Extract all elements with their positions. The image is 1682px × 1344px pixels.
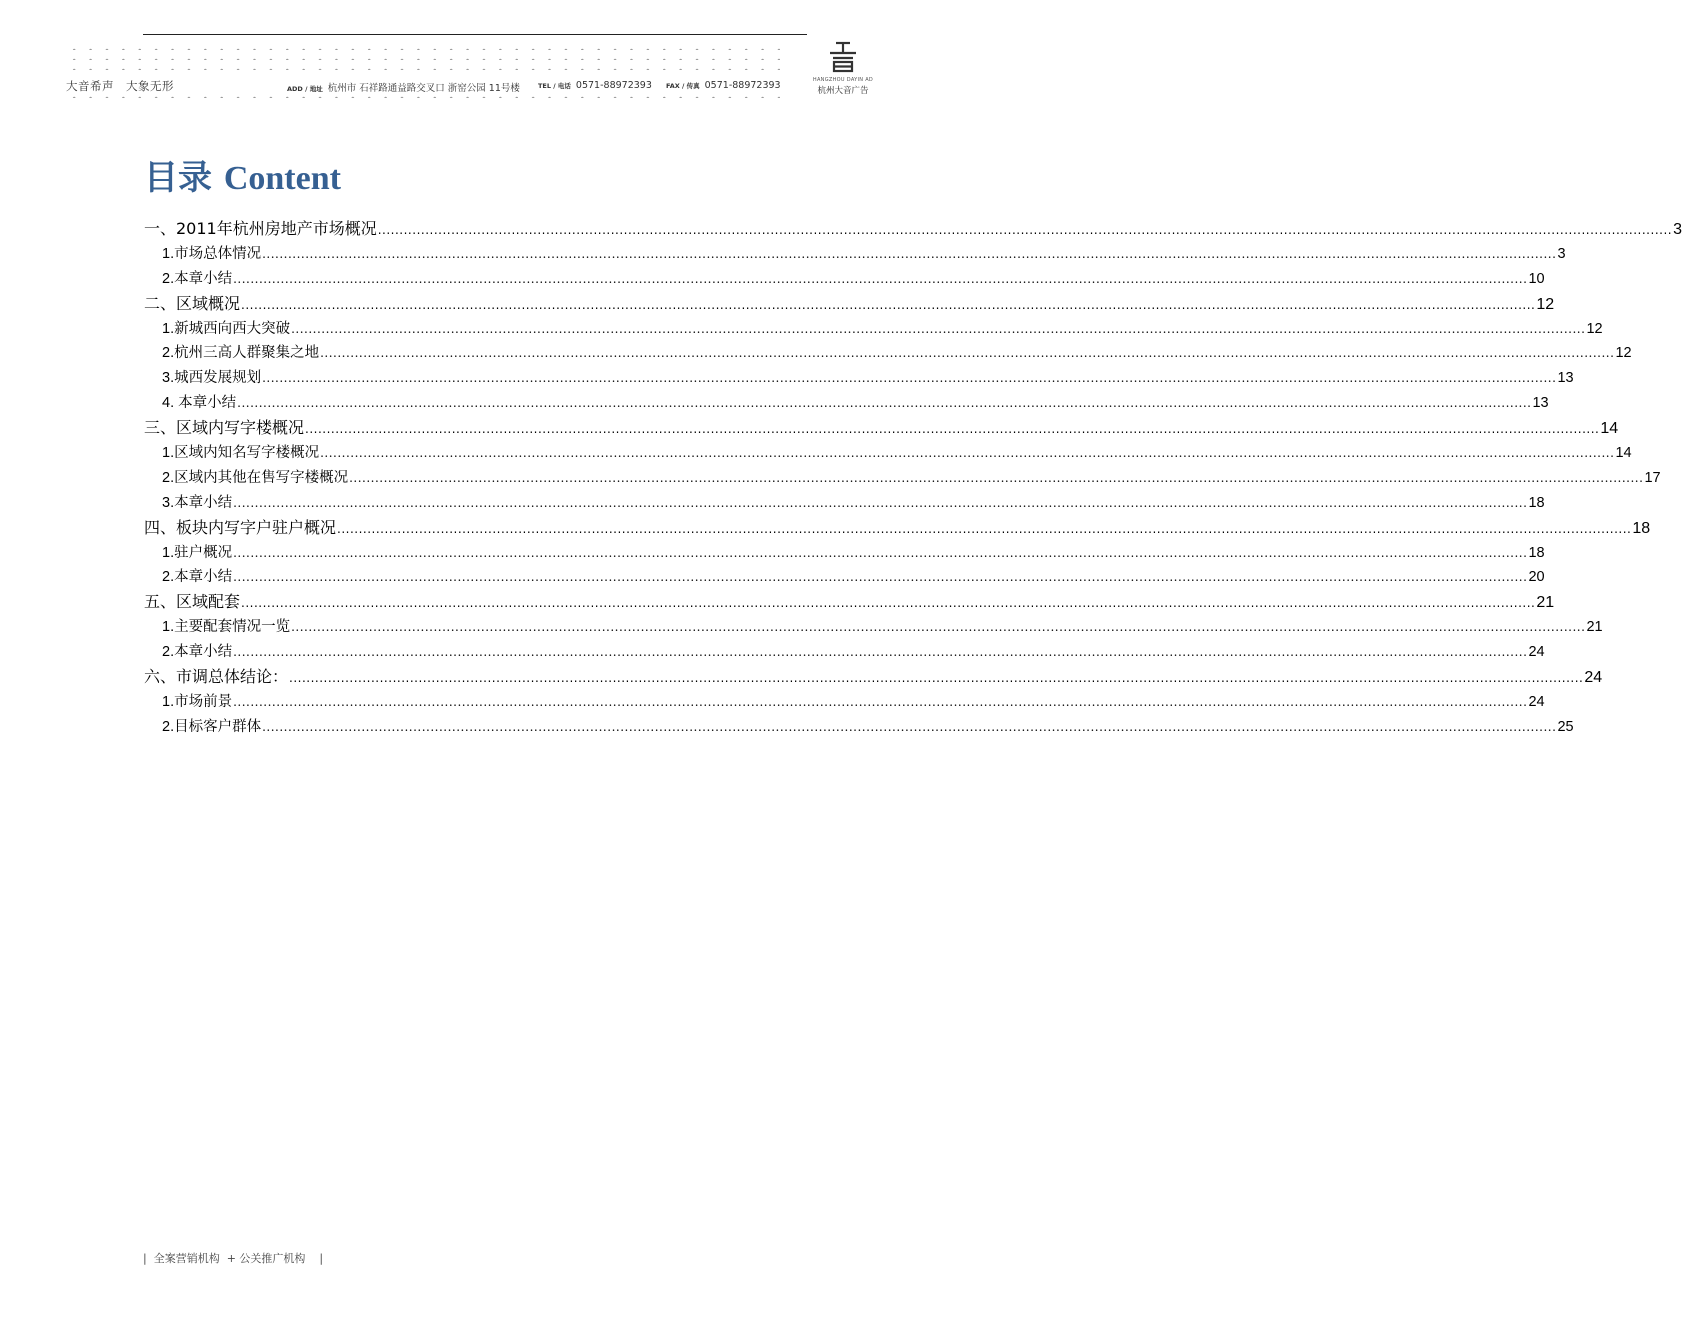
toc-entry-label <box>162 242 261 267</box>
toc-chapter[interactable] <box>144 416 1619 441</box>
toc-section[interactable] <box>144 341 1632 366</box>
tel-number: 0571-88972393 <box>575 80 652 91</box>
toc-dot-leader: ............................................................................................................................................................................................................................................................................................................ <box>241 596 1536 611</box>
toc-dot-leader: ............................................................................................................................................................................................................................................................................................................ <box>262 371 1557 386</box>
toc-chapter[interactable] <box>144 590 1555 615</box>
toc-dot-leader: ............................................................................................................................................................................................................................................................................................................ <box>262 719 1557 734</box>
toc-entry-number: 1. <box>162 693 175 710</box>
toc-dot-leader: ............................................................................................................................................................................................................................................................................................................ <box>291 620 1586 635</box>
toc-entry-number: 1. <box>162 445 175 462</box>
toc-entry-text: 本章小结 <box>174 644 233 661</box>
toc-entry-text: 三、区域内写字楼概况 <box>144 418 305 438</box>
toc-entry-label <box>162 640 232 665</box>
toc-entry-label <box>162 491 232 516</box>
toc-entry-text: 区域内知名写字楼概况 <box>174 445 320 462</box>
toc-section[interactable] <box>144 541 1545 566</box>
toc-dot-leader: ............................................................................................................................................................................................................................................................................................................ <box>233 271 1528 286</box>
toc-page-number: 24 <box>1528 693 1545 710</box>
header-tel <box>538 80 652 91</box>
toc-section[interactable] <box>144 317 1603 342</box>
dot-row <box>66 48 780 50</box>
toc-entry-label <box>162 690 232 715</box>
toc-dot-leader: ............................................................................................................................................................................................................................................................................................................ <box>233 545 1528 560</box>
toc-page-number: 14 <box>1600 420 1619 438</box>
toc-dot-leader: ............................................................................................................................................................................................................................................................................................................ <box>337 521 1632 536</box>
toc-entry-label <box>162 441 319 466</box>
toc-entry-text: 四、板块内写字户驻户概况 <box>144 517 337 537</box>
toc-entry-number: 2. <box>162 345 175 362</box>
toc-page-number: 21 <box>1586 619 1603 636</box>
fax-number: 0571-88972393 <box>704 80 781 91</box>
toc-entry-number: 2. <box>162 718 175 735</box>
logo-english-name: HANGZHOU DAYIN AD <box>812 77 874 83</box>
toc-page-number: 21 <box>1536 594 1555 612</box>
toc-section[interactable] <box>144 565 1545 590</box>
toc-page-number: 3 <box>1557 245 1566 262</box>
address-text: 杭州市 石祥路通益路交叉口 浙窑公园 11号楼 <box>327 83 520 94</box>
toc-dot-leader: ............................................................................................................................................................................................................................................................................................................ <box>289 671 1584 686</box>
toc-entry-label <box>144 516 336 541</box>
toc-entry-label <box>144 665 288 690</box>
toc-entry-label <box>162 541 232 566</box>
toc-dot-leader: ............................................................................................................................................................................................................................................................................................................ <box>320 446 1615 461</box>
toc-entry-number: 2. <box>162 270 175 287</box>
toc-chapter[interactable] <box>144 516 1651 541</box>
toc-entry-text: 五、区域配套 <box>144 592 241 612</box>
toc-entry-text: 新城西向西大突破 <box>174 320 291 337</box>
toc-entry-number: 3. <box>162 494 175 511</box>
dot-row <box>66 68 780 70</box>
page-title <box>144 150 341 199</box>
toc-entry-number: 4. <box>162 395 179 412</box>
toc-entry-number: 3. <box>162 370 175 387</box>
toc-entry-label <box>162 366 261 391</box>
toc-entry-label <box>162 466 348 491</box>
toc-dot-leader: ............................................................................................................................................................................................................................................................................................................ <box>305 422 1600 437</box>
toc-page-number: 17 <box>1644 469 1661 486</box>
toc-entry-number: 1. <box>162 619 175 636</box>
toc-entry-text: 本章小结 <box>174 270 233 287</box>
toc-section[interactable] <box>144 242 1566 267</box>
toc-dot-leader: ............................................................................................................................................................................................................................................................................................................ <box>233 570 1528 585</box>
logo-mark-icon <box>827 40 859 74</box>
toc-entry-label <box>162 565 232 590</box>
header-address <box>287 80 520 94</box>
toc-section[interactable] <box>144 491 1545 516</box>
toc-section[interactable] <box>144 640 1545 665</box>
toc-page-number: 14 <box>1615 445 1632 462</box>
page-header <box>0 0 950 110</box>
toc-page-number: 24 <box>1584 669 1603 687</box>
page-footer: | 全案营销机构 + 公关推广机构 | <box>143 1252 324 1265</box>
toc-entry-text: 目标客户群体 <box>174 718 262 735</box>
toc-dot-leader: ............................................................................................................................................................................................................................................................................................................ <box>237 396 1532 411</box>
toc-entry-number: 1. <box>162 245 175 262</box>
toc-entry-number: 1. <box>162 544 175 561</box>
toc-entry-label <box>162 267 232 292</box>
toc-dot-leader: ............................................................................................................................................................................................................................................................................................................ <box>233 495 1528 510</box>
toc-entry-number: 2. <box>162 644 175 661</box>
toc-entry-label <box>162 615 290 640</box>
toc-entry-number: 2. <box>162 469 175 486</box>
toc-entry-text: 杭州三高人群聚集之地 <box>174 345 320 362</box>
fax-label: FAX / 传真 <box>666 82 700 90</box>
toc-page-number: 12 <box>1536 295 1555 313</box>
toc-dot-leader: ............................................................................................................................................................................................................................................................................................................ <box>233 645 1528 660</box>
header-rule <box>143 34 807 35</box>
toc-dot-leader: ............................................................................................................................................................................................................................................................................................................ <box>233 694 1528 709</box>
toc-dot-leader: ............................................................................................................................................................................................................................................................................................................ <box>349 470 1644 485</box>
toc-entry-text: 市场前景 <box>174 693 233 710</box>
title-english: Content <box>223 160 341 197</box>
header-slogan: 大音希声 大象无形 <box>66 79 174 93</box>
toc-entry-text: 区域内其他在售写字楼概况 <box>174 469 349 486</box>
toc-entry-label <box>144 590 240 615</box>
toc-entry-label <box>162 317 290 342</box>
toc-page-number: 18 <box>1632 519 1651 537</box>
dot-row <box>66 58 780 60</box>
toc-section[interactable] <box>144 690 1545 715</box>
toc-page-number: 12 <box>1615 345 1632 362</box>
toc-entry-label <box>162 715 261 740</box>
toc-page-number: 24 <box>1528 644 1545 661</box>
toc-chapter[interactable] <box>144 665 1603 690</box>
toc-entry-label <box>162 391 236 416</box>
toc-page-number: 3 <box>1673 221 1682 238</box>
toc-section[interactable] <box>144 391 1549 416</box>
toc-entry-text: 主要配套情况一览 <box>174 619 291 636</box>
toc-entry-label <box>162 341 319 366</box>
toc-page-number: 13 <box>1557 370 1574 387</box>
toc-page-number: 25 <box>1557 718 1574 735</box>
header-fax <box>666 80 781 91</box>
toc-entry-text: 城西发展规划 <box>174 370 262 387</box>
table-of-contents <box>144 217 1682 740</box>
toc-entry-label <box>144 217 377 242</box>
toc-entry-text: 二、区域概况 <box>144 293 241 313</box>
toc-dot-leader: ............................................................................................................................................................................................................................................................................................................ <box>262 246 1557 261</box>
toc-dot-leader: ............................................................................................................................................................................................................................................................................................................ <box>291 321 1586 336</box>
title-chinese: 目录 <box>144 158 212 198</box>
toc-page-number: 13 <box>1532 395 1549 412</box>
toc-entry-text: 本章小结 <box>174 494 233 511</box>
logo-chinese-name: 杭州大音广告 <box>817 86 869 96</box>
toc-page-number: 20 <box>1528 569 1545 586</box>
toc-page-number: 18 <box>1528 544 1545 561</box>
toc-section[interactable] <box>144 267 1545 292</box>
toc-entry-text: 六、市调总体结论： <box>144 667 289 687</box>
toc-section[interactable] <box>144 466 1661 491</box>
address-label: ADD / 地址 <box>287 85 323 93</box>
toc-entry-text: 一、2011年杭州房地产市场概况 <box>144 219 377 238</box>
toc-page-number: 10 <box>1528 270 1545 287</box>
toc-entry-number: 2. <box>162 569 175 586</box>
toc-entry-label <box>144 292 240 317</box>
toc-section[interactable] <box>144 441 1632 466</box>
toc-section[interactable] <box>144 366 1574 391</box>
toc-chapter[interactable] <box>144 217 1682 242</box>
dot-row <box>66 96 780 98</box>
toc-dot-leader: ............................................................................................................................................................................................................................................................................................................ <box>241 297 1536 312</box>
toc-entry-label <box>144 416 304 441</box>
toc-entry-text: 本章小结 <box>178 395 237 412</box>
toc-page-number: 12 <box>1586 320 1603 337</box>
toc-entry-text: 本章小结 <box>174 569 233 586</box>
toc-entry-text: 驻户概况 <box>174 544 233 561</box>
company-logo <box>806 40 880 96</box>
tel-label: TEL / 电话 <box>538 82 571 90</box>
toc-section[interactable] <box>144 715 1574 740</box>
toc-page-number: 18 <box>1528 494 1545 511</box>
toc-chapter[interactable] <box>144 292 1555 317</box>
toc-entry-number: 1. <box>162 320 175 337</box>
toc-dot-leader: ............................................................................................................................................................................................................................................................................................................ <box>320 346 1615 361</box>
toc-entry-text: 市场总体情况 <box>174 245 262 262</box>
toc-dot-leader: ............................................................................................................................................................................................................................................................................................................ <box>377 223 1673 237</box>
toc-section[interactable] <box>144 615 1603 640</box>
